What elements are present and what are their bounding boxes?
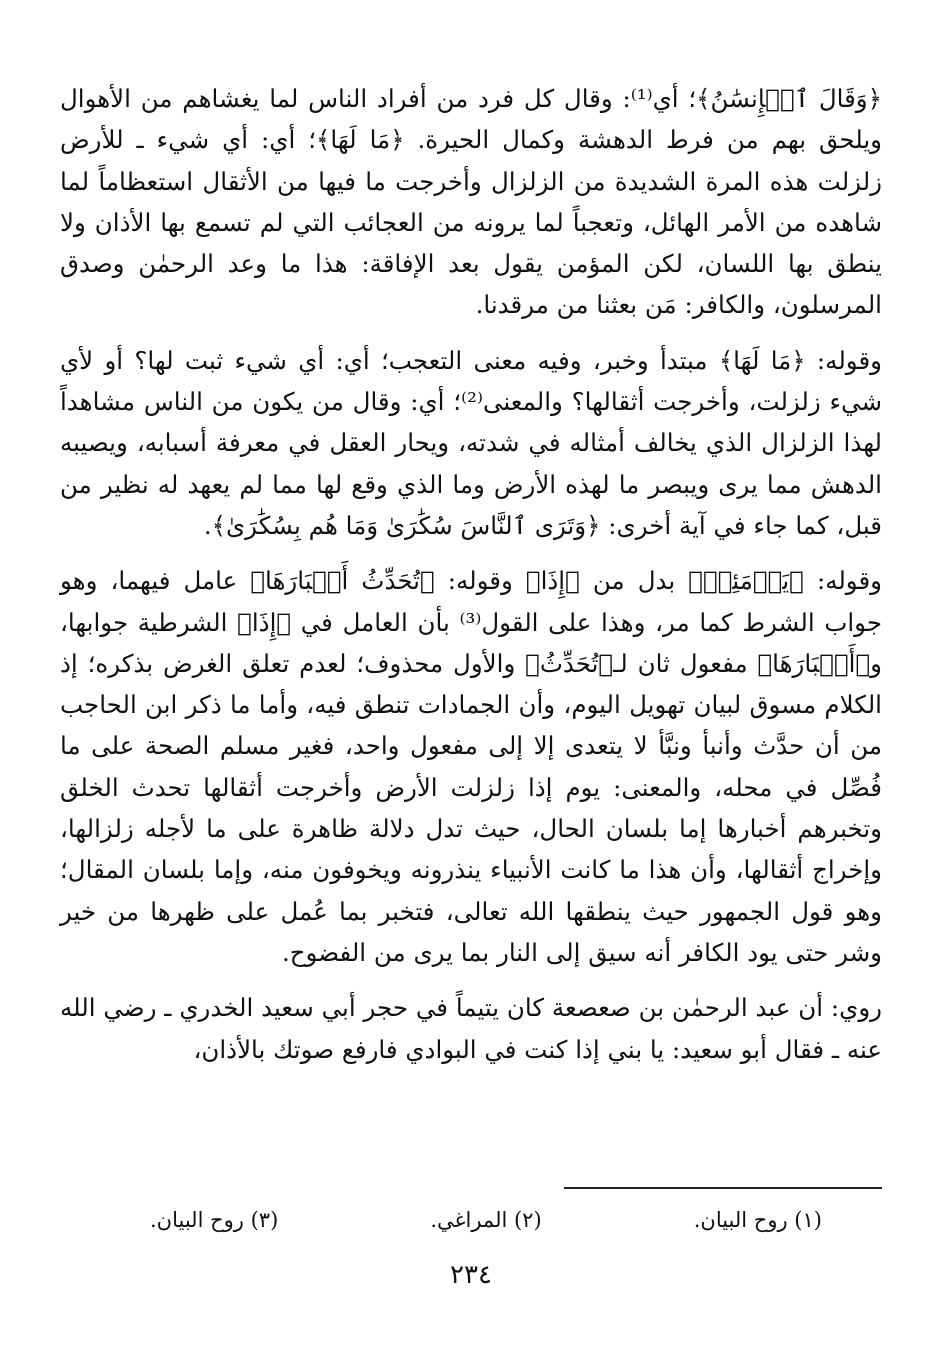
- paragraph-4: روي: أن عبد الرحمٰن بن صعصعة كان يتيماً في حجر أبي سعيد الخدري ـ رضي الله عنه ـ فقال أبو سعيد: يا بني إذا كنت في البوادي فارفع صوتك بالأذان،: [60, 993, 882, 1064]
- footnote-3: (٣) روح البيان.: [150, 1208, 279, 1232]
- footnote-2: (٢) المراغي.: [430, 1208, 542, 1232]
- paragraph-3: وقوله: ﴿يَوۡمَئِذٖ﴾ بدل من ﴿إِذَا﴾ وقوله: ﴿تُحَدِّثُ أَخۡبَارَهَا﴾ عامل فيهما، وهو جواب الشرط كما مر، وهذا على القول⁽³⁾ بأن العامل في ﴿إِذَا﴾ الشرطية جوابها، و﴿أَخۡبَارَهَا﴾ مفعول ثان لـ﴿تُحَدِّثُ﴾ والأول محذوف؛ لعدم تعلق الغرض بذكره؛ إذ الكلام مسوق لبيان تهويل اليوم، وأن الجمادات تنطق فيه، وأما ما ذكر ابن الحاجب من أن حدَّث وأنبأ ونبَّأ لا يتعدى إلا إلى مفعول واحد، فغير مسلم الصحة على ما فُصِّل في محله، والمعنى: يوم إذا زلزلت الأرض وأخرجت أثقالها تحدث الخلق وتخبرهم أخبارها إما بلسان الحال، حيث تدل دلالة ظاهرة على ما لأجله زلزالها، وإخراج أثقالها، وأن هذا ما كانت الأنبياء ينذرونه ويخوفون منه، وإما بلسان المقال؛ وهو قول الجمهور حيث ينطقها الله تعالى، فتخبر بما عُمل على ظهرها من خير وشر حتى يود الكافر أنه سيق إلى النار بما يرى من الفضوح.: [60, 566, 882, 967]
- page-number: ٢٣٤: [450, 1260, 492, 1290]
- footnotes: [150, 1204, 822, 1236]
- page-body: [60, 78, 882, 1070]
- paragraph-1: ﴿وَقَالَ ٱلۡإِنسَٰنُ﴾؛ أي⁽¹⁾: وقال كل فرد من أفراد الناس لما يغشاهم من الأهوال ويلحق بهم من فرط الدهشة وكمال الحيرة. ﴿مَا لَهَا﴾؛ أي: أي شيء ـ للأرض زلزلت هذه المرة الشديدة من الزلزال وأخرجت ما فيها من الأثقال استعظاماً لما شاهده من الأمر الهائل، وتعجباً لما يرونه من العجائب التي لم تسمع بها الأذان ولا ينطق بها اللسان، لكن المؤمن يقول بعد الإفاقة: هذا ما وعد الرحمٰن وصدق المرسلون، والكافر: مَن بعثنا من مرقدنا.: [60, 84, 882, 320]
- footnote-1: (١) روح البيان.: [693, 1208, 822, 1232]
- paragraph-2: وقوله: ﴿مَا لَهَا﴾ مبتدأ وخبر، وفيه معنى التعجب؛ أي: أي شيء ثبت لها؟ أو لأي شيء زلزلت، وأخرجت أثقالها؟ والمعنى⁽²⁾؛ أي: وقال من يكون من الناس مشاهداً لهذا الزلزال الذي يخالف أمثاله في شدته، ويحار العقل في معرفة أسبابه، ويصيبه الدهش مما يرى ويبصر ما لهذه الأرض وما الذي وقع لها مما لم يعهد له نظير من قبل، كما جاء في آية أخرى: ﴿وَتَرَى ٱلنَّاسَ سُكَٰرَىٰ وَمَا هُم بِسُكَٰرَىٰ﴾.: [60, 345, 883, 540]
- footnote-separator: [564, 1187, 882, 1189]
